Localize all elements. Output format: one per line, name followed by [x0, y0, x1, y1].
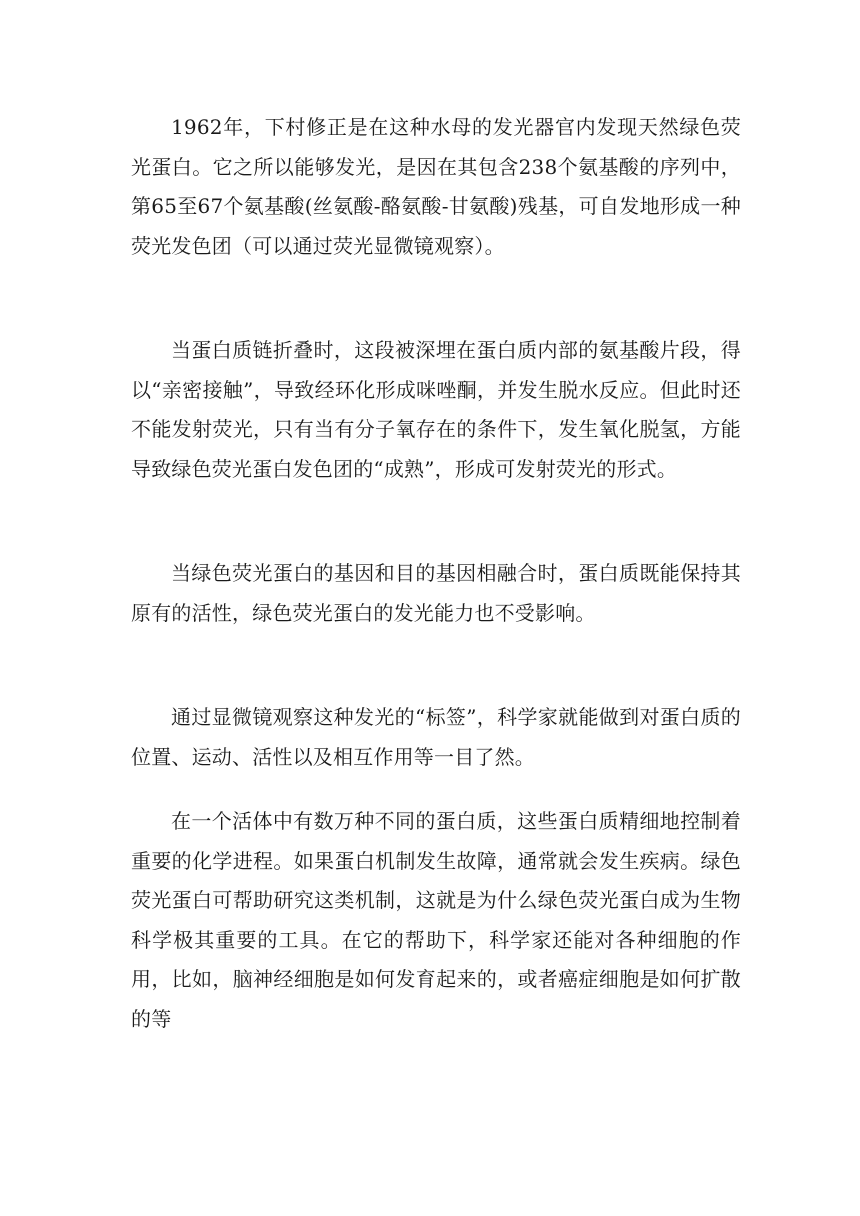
- paragraph-research-applications: 在一个活体中有数万种不同的蛋白质，这些蛋白质精细地控制着重要的化学进程。如果蛋白机制发生故障，通常就会发生疾病。绿色荧光蛋白可帮助研究这类机制，这就是为什么绿色荧光蛋白成为生物科学极其重要的工具。在它的帮助下，科学家还能对各种细胞的作用，比如，脑神经细胞是如何发育起来的，或者癌症细胞是如何扩散的等: [131, 809, 741, 1031]
- paragraph-gene-fusion: 当绿色荧光蛋白的基因和目的基因相融合时，蛋白质既能保持其原有的活性，绿色荧光蛋白的发光能力也不受影响。: [131, 561, 741, 625]
- paragraph-microscopy-tag: 通过显微镜观察这种发光的“标签”，科学家就能做到对蛋白质的位置、运动、活性以及相互作用等一目了然。: [131, 705, 741, 769]
- paragraph-chromophore-formation: 当蛋白质链折叠时，这段被深埋在蛋白质内部的氨基酸片段，得以“亲密接触”，导致经环化形成咪唑酮，并发生脱水反应。但此时还不能发射荧光，只有当有分子氧存在的条件下，发生氧化脱氢，方能导致绿色荧光蛋白发色团的“成熟”，形成可发射荧光的形式。: [131, 338, 741, 481]
- paragraph-gfp-discovery: 1962年，下村修正是在这种水母的发光器官内发现天然绿色荧光蛋白。它之所以能够发光，是因在其包含238个氨基酸的序列中，第65至67个氨基酸(丝氨酸-酪氨酸-甘氨酸)残基，可自发地形成一种荧光发色团（可以通过荧光显微镜观察）。: [131, 115, 741, 258]
